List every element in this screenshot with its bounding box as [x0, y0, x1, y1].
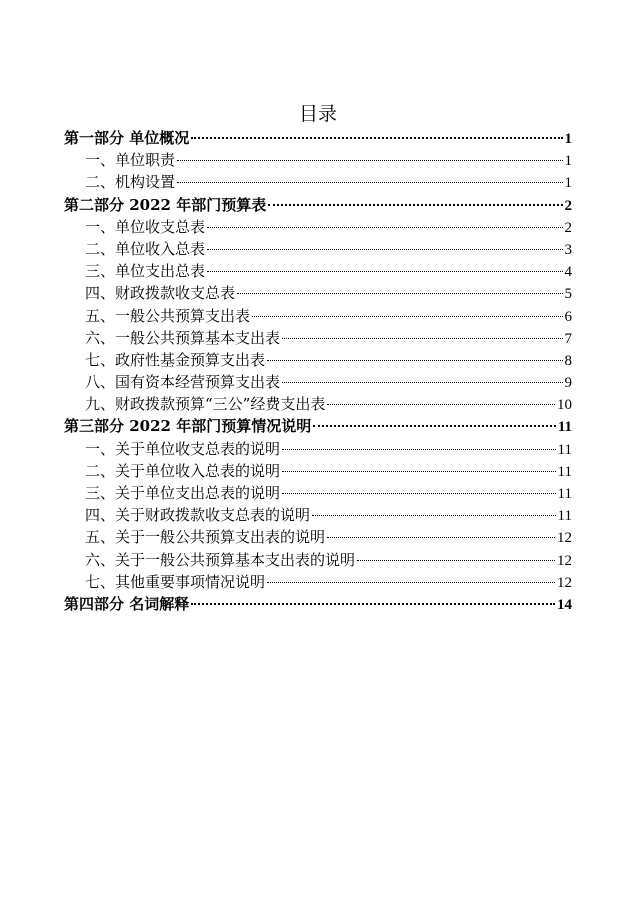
toc-entry[interactable] — [64, 460, 572, 482]
toc-entry-page: 4 — [564, 264, 572, 281]
toc-entry-label: 第四部分 名词解释 — [64, 594, 190, 613]
toc-entry[interactable] — [64, 127, 572, 149]
toc-entry[interactable] — [64, 238, 572, 260]
dot-leader — [207, 249, 562, 250]
toc-entry-label: 二、关于单位收入总表的说明 — [85, 461, 281, 480]
dot-leader — [191, 603, 555, 605]
toc-entry-page: 3 — [564, 241, 572, 258]
toc-entry[interactable] — [64, 371, 572, 393]
toc-entry-page: 11 — [557, 508, 572, 525]
dot-leader — [313, 425, 556, 427]
toc-entry[interactable] — [64, 194, 572, 216]
dot-leader — [252, 316, 562, 317]
toc-entry-page: 2 — [564, 197, 572, 214]
toc-entry-page: 12 — [557, 530, 572, 547]
toc-entry-label: 二、机构设置 — [85, 173, 176, 192]
toc-entry[interactable] — [64, 282, 572, 304]
dot-leader — [207, 227, 562, 228]
toc-entry[interactable] — [64, 349, 572, 371]
table-of-contents — [64, 127, 572, 615]
toc-title: 目录 — [298, 103, 337, 125]
dot-leader — [177, 182, 562, 183]
toc-entry-label: 六、一般公共预算基本支出表 — [85, 328, 281, 347]
toc-entry-page: 11 — [557, 463, 572, 480]
toc-entry-label: 七、政府性基金预算支出表 — [85, 350, 266, 369]
toc-entry-label: 第三部分 2022 年部门预算情况说明 — [64, 417, 312, 436]
toc-entry-label: 三、关于单位支出总表的说明 — [85, 484, 281, 502]
toc-entry[interactable] — [64, 571, 572, 593]
dot-leader — [282, 449, 556, 450]
toc-entry[interactable] — [64, 305, 572, 327]
toc-entry[interactable] — [64, 327, 572, 349]
dot-leader — [282, 493, 556, 494]
toc-entry[interactable] — [64, 260, 572, 282]
toc-entry-page: 1 — [564, 131, 572, 147]
toc-entry-label: 第二部分 2022 年部门预算表 — [64, 195, 267, 214]
toc-entry-label: 五、一般公共预算支出表 — [85, 306, 251, 325]
dot-leader — [191, 137, 562, 139]
toc-entry-page: 11 — [557, 419, 572, 436]
toc-entry-label: 五、关于一般公共预算支出表的说明 — [85, 528, 326, 547]
toc-entry-label: 第一部分 单位概况 — [64, 129, 190, 147]
toc-entry-page: 6 — [564, 308, 572, 325]
toc-entry-label: 三、单位支出总表 — [85, 262, 206, 281]
toc-entry-page: 14 — [557, 596, 572, 613]
toc-entry-page: 10 — [557, 397, 572, 414]
dot-leader — [267, 360, 562, 361]
toc-entry-page: 1 — [564, 175, 572, 192]
toc-entry-page: 7 — [564, 330, 572, 347]
toc-entry[interactable] — [64, 415, 572, 437]
toc-entry-label: 六、关于一般公共预算基本支出表的说明 — [85, 550, 356, 569]
toc-entry[interactable] — [64, 526, 572, 548]
toc-entry-page: 12 — [557, 552, 572, 569]
dot-leader — [327, 537, 555, 538]
toc-entry-label: 四、财政拨款收支总表 — [85, 284, 236, 303]
toc-entry-page: 12 — [557, 574, 572, 591]
dot-leader — [268, 204, 562, 206]
toc-entry[interactable] — [64, 593, 572, 615]
toc-entry-label: 八、国有资本经营预算支出表 — [85, 373, 281, 392]
toc-entry[interactable] — [64, 171, 572, 193]
toc-entry[interactable] — [64, 482, 572, 504]
toc-entry[interactable] — [64, 438, 572, 460]
toc-entry-label: 二、单位收入总表 — [85, 239, 206, 258]
dot-leader — [312, 515, 556, 516]
toc-entry-page: 1 — [564, 153, 572, 170]
dot-leader — [207, 271, 562, 272]
dot-leader — [357, 560, 555, 561]
toc-entry[interactable] — [64, 393, 572, 415]
toc-entry-page: 11 — [557, 441, 572, 458]
toc-entry-label: 一、单位职责 — [85, 151, 176, 170]
dot-leader — [282, 338, 562, 339]
dot-leader — [177, 160, 562, 161]
toc-entry[interactable] — [64, 216, 572, 238]
toc-entry-page: 9 — [564, 375, 572, 392]
dot-leader — [282, 471, 556, 472]
dot-leader — [327, 404, 555, 405]
toc-entry-label: 四、关于财政拨款收支总表的说明 — [85, 506, 311, 525]
dot-leader — [267, 582, 555, 583]
dot-leader — [282, 382, 562, 383]
toc-entry-label: 九、财政拨款预算“三公”经费支出表 — [85, 395, 326, 414]
toc-entry[interactable] — [64, 149, 572, 171]
toc-entry-page: 8 — [564, 352, 572, 369]
dot-leader — [237, 293, 562, 294]
toc-entry-label: 七、其他重要事项情况说明 — [85, 572, 266, 591]
toc-entry[interactable] — [64, 549, 572, 571]
toc-entry[interactable] — [64, 504, 572, 526]
toc-entry-label: 一、关于单位收支总表的说明 — [85, 439, 281, 458]
toc-entry-page: 11 — [557, 486, 572, 502]
toc-entry-page: 2 — [564, 219, 572, 236]
toc-entry-page: 5 — [564, 286, 572, 303]
toc-entry-label: 一、单位收支总表 — [85, 217, 206, 236]
